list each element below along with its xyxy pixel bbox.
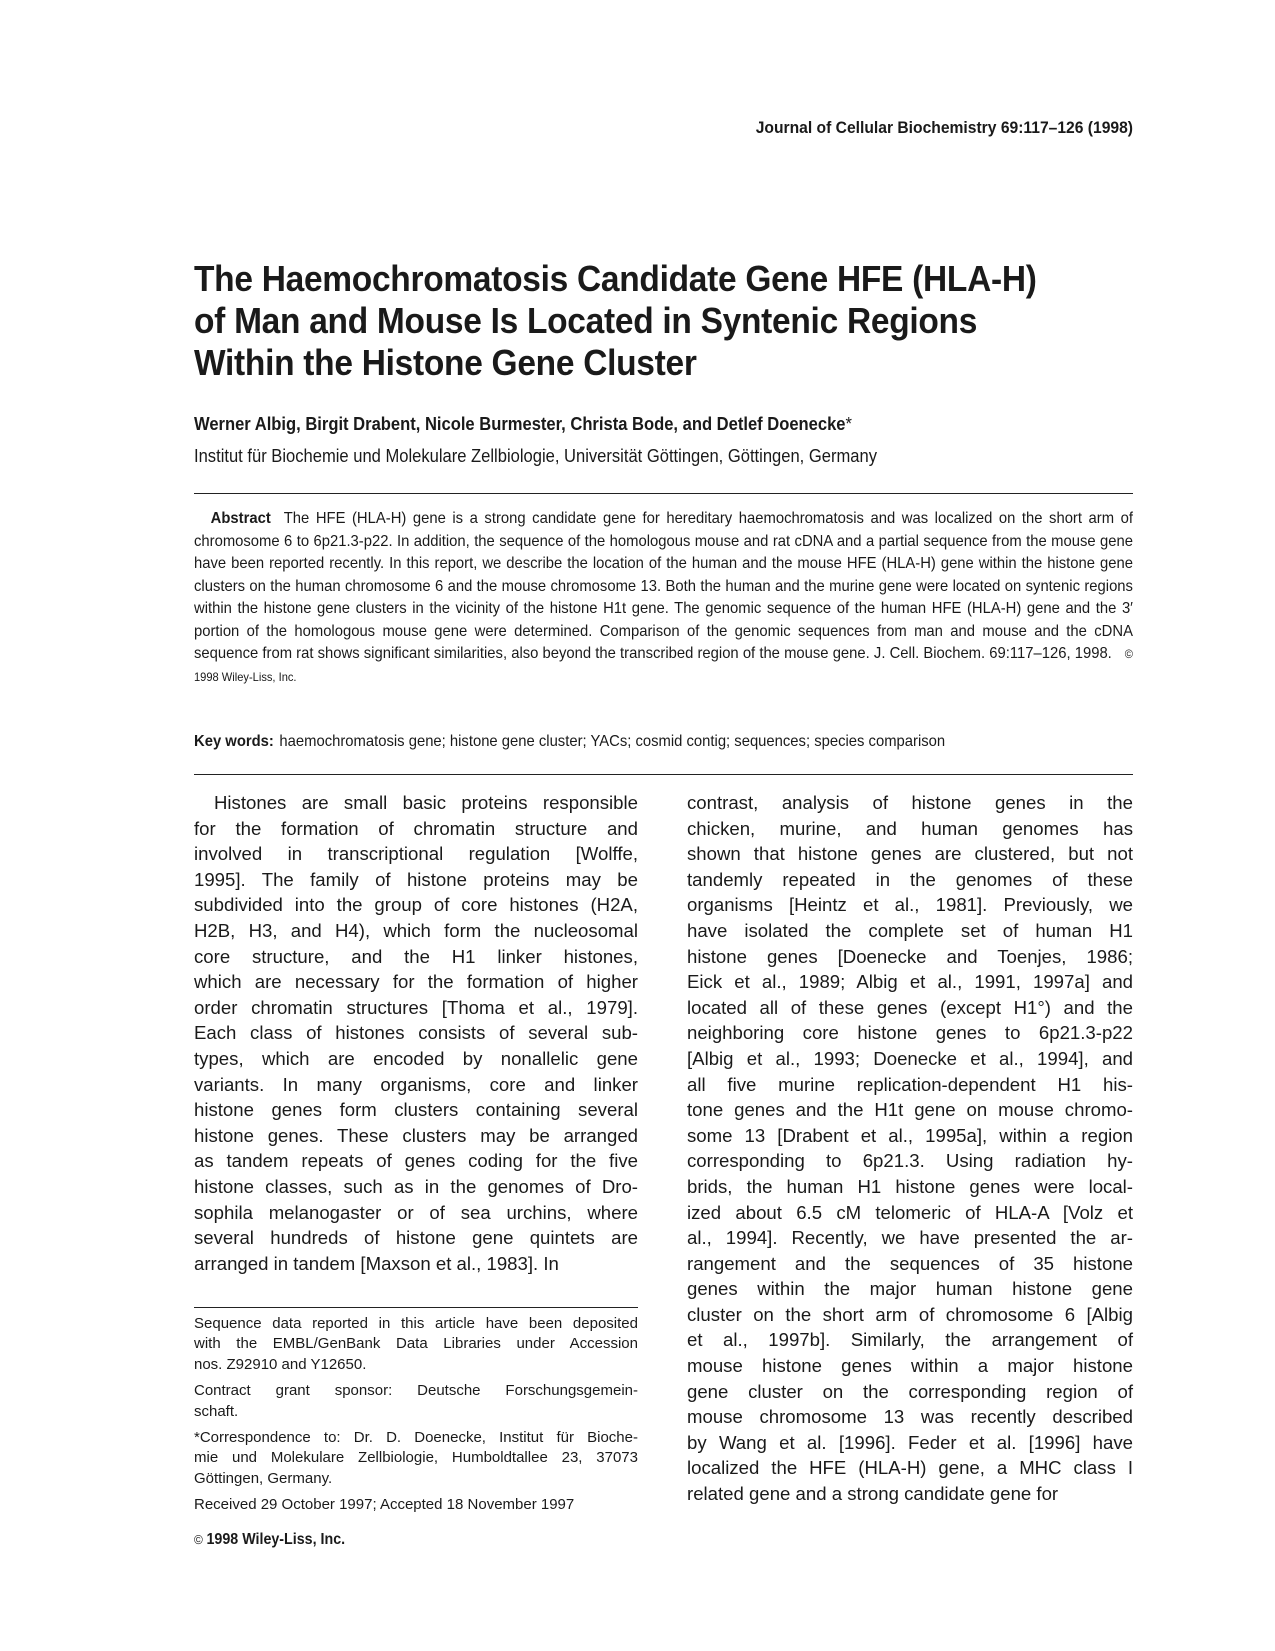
body-text-line: tandemly repeated in the genomes of these — [687, 868, 1133, 890]
footnote-line: mie und Molekulare Zellbiologie, Humboldtallee 23, 37073 — [194, 1449, 638, 1467]
body-text-line: for the formation of chromatin structure and — [194, 817, 638, 839]
body-text-line: all five murine replication-dependent H1 his- — [687, 1073, 1133, 1095]
body-text-line: 1995]. The family of histone proteins may be — [194, 868, 638, 890]
body-text-line: Histones are small basic proteins responsible — [214, 792, 638, 813]
footnote-received — [194, 1495, 638, 1515]
title-line: The Haemochromatosis Candidate Gene HFE (HLA-H) — [194, 258, 1037, 299]
body-text-line: histone genes form clusters containing several — [194, 1099, 638, 1121]
body-text-line: Eick et al., 1989; Albig et al., 1991, 1997a] and — [687, 971, 1133, 993]
title-line: Within the Histone Gene Cluster — [194, 342, 697, 383]
body-text-line: involved in transcriptional regulation [Wolffe, — [194, 843, 638, 865]
body-text-line: mouse chromosome 13 was recently described — [687, 1406, 1133, 1428]
divider-bottom — [194, 774, 1133, 775]
body-text-line: have isolated the complete set of human H1 — [687, 919, 1133, 941]
keywords — [194, 733, 1133, 751]
publisher-name: 1998 Wiley-Liss, Inc. — [206, 1531, 346, 1548]
footnote-line: Göttingen, Germany. — [194, 1469, 333, 1487]
body-text-line: tone genes and the H1t gene on mouse chromo- — [687, 1099, 1133, 1121]
footnote-line: schaft. — [194, 1402, 239, 1420]
footnote-sequence-data — [194, 1314, 638, 1375]
received-dates: Received 29 October 1997; Accepted 18 November 1997 — [194, 1496, 575, 1514]
keywords-label: Key words: — [194, 733, 274, 750]
keywords-text: haemochromatosis gene; histone gene cluster; YACs; cosmid contig; sequences; species comparison — [279, 733, 946, 750]
body-text-line: Each class of histones consists of several sub- — [194, 1022, 638, 1044]
body-column-right — [687, 790, 1133, 1507]
footnote-line: *Correspondence to: Dr. D. Doenecke, Institut für Bioche- — [194, 1429, 638, 1447]
affiliation: Institut für Biochemie und Molekulare Zellbiologie, Universität Göttingen, Göttingen, Germany — [194, 446, 877, 466]
body-text-line: organisms [Heintz et al., 1981]. Previously, we — [687, 894, 1133, 916]
body-text-line: several hundreds of histone gene quintets are — [194, 1227, 638, 1249]
body-text-line: sophila melanogaster or of sea urchins, where — [194, 1201, 638, 1223]
body-text-line: by Wang et al. [1996]. Feder et al. [1996] have — [687, 1431, 1133, 1453]
footnote-line: with the EMBL/GenBank Data Libraries under Accession — [194, 1335, 638, 1353]
footnotes — [194, 1314, 638, 1522]
body-text-line: subdivided into the group of core histones (H2A, — [194, 894, 638, 916]
body-text-line: [Albig et al., 1993; Doenecke et al., 1994], and — [687, 1047, 1133, 1069]
body-text-line: ized about 6.5 cM telomeric of HLA-A [Volz et — [687, 1201, 1133, 1223]
footnote-correspondence — [194, 1428, 638, 1489]
abstract-text: The HFE (HLA-H) gene is a strong candidate gene for hereditary haemochromatosis and was localized on the short arm of chromosome 6 to 6p21.3-p22. In addition, the sequence of the homologous mouse and rat cDNA and a partial sequence from the mouse gene have been reported recently. In this report, we describe the location of the human and the mouse HFE (HLA-H) gene within the histone gene clusters on the human chromosome 6 and the mouse chromosome 13. Both the human and the murine gene were located on syntenic regions within the histone gene clusters in the vicinity of the histone H1t gene. The genomic sequence of the human HFE (HLA-H) gene and the 3′ portion of the homologous mouse gene were determined. Comparison of the genomic sequences from man and mouse and the cDNA sequence from rat shows significant similarities, also beyond the transcribed region of the mouse gene. J. Cell. Biochem. 69:117–126, 1998. — [194, 510, 1133, 662]
article-title — [194, 258, 1115, 384]
title-line: of Man and Mouse Is Located in Syntenic Regions — [194, 300, 978, 341]
publisher-footer — [194, 1531, 345, 1549]
body-text-line: core structure, and the H1 linker histones, — [194, 945, 638, 967]
body-text-line: genes within the major human histone gene — [687, 1278, 1133, 1300]
body-text-line: some 13 [Drabent et al., 1995a], within a region — [687, 1124, 1133, 1146]
journal-citation: Journal of Cellular Biochemistry 69:117–126 (1998) — [755, 118, 1133, 137]
body-text-line: gene cluster on the corresponding region of — [687, 1380, 1133, 1402]
correspondence-mark: * — [845, 414, 852, 434]
body-column-left — [194, 790, 638, 1276]
body-text-line: variants. In many organisms, core and linker — [194, 1073, 638, 1095]
body-text-line: related gene and a strong candidate gene for — [687, 1483, 1059, 1505]
body-text-line: et al., 1997b]. Similarly, the arrangement of — [687, 1329, 1133, 1351]
footnote-line: Sequence data reported in this article have been deposited — [194, 1315, 638, 1332]
author-list — [194, 414, 1114, 435]
body-text-line: contrast, analysis of histone genes in the — [687, 792, 1133, 813]
body-text-line: corresponding to 6p21.3. Using radiation hy- — [687, 1150, 1133, 1172]
body-text-line: which are necessary for the formation of higher — [194, 971, 638, 993]
body-text-line: mouse histone genes within a major histone — [687, 1355, 1133, 1377]
body-text-line: order chromatin structures [Thoma et al., 1979]. — [194, 996, 638, 1018]
body-text-line: brids, the human H1 histone genes were local- — [687, 1175, 1133, 1197]
author-names: Werner Albig, Birgit Drabent, Nicole Burmester, Christa Bode, and Detlef Doenecke — [194, 414, 846, 434]
body-text-line: cluster on the short arm of chromosome 6 [Albig — [687, 1303, 1133, 1325]
abstract — [194, 508, 1133, 688]
body-text-line: as tandem repeats of genes coding for the five — [194, 1150, 638, 1172]
body-text-line: localized the HFE (HLA-H) gene, a MHC class I — [687, 1457, 1133, 1479]
body-text-line: histone classes, such as in the genomes of Dro- — [194, 1175, 638, 1197]
body-text-line: al., 1994]. Recently, we have presented the ar- — [687, 1227, 1133, 1249]
body-text-line: shown that histone genes are clustered, but not — [687, 843, 1133, 865]
footnote-grant — [194, 1381, 638, 1422]
body-text-line: arranged in tandem [Maxson et al., 1983]. In — [194, 1252, 559, 1274]
divider-top — [194, 493, 1133, 494]
body-text-line: H2B, H3, and H4), which form the nucleosomal — [194, 919, 638, 941]
body-text-line: neighboring core histone genes to 6p21.3-p22 — [687, 1022, 1133, 1044]
body-text-line: types, which are encoded by nonallelic gene — [194, 1047, 638, 1069]
body-text-line: chicken, murine, and human genomes has — [687, 817, 1133, 839]
body-text-line: histone genes [Doenecke and Toenjes, 1986; — [687, 945, 1133, 967]
body-text-line: located all of these genes (except H1°) and the — [687, 996, 1133, 1018]
body-text-line: rangement and the sequences of 35 histone — [687, 1252, 1133, 1274]
footnote-line: Contract grant sponsor: Deutsche Forschungsgemein- — [194, 1382, 638, 1400]
abstract-copyright: © 1998 Wiley-Liss, Inc. — [194, 647, 1133, 684]
footnote-divider — [194, 1307, 638, 1308]
body-text-line: histone genes. These clusters may be arranged — [194, 1124, 638, 1146]
footnote-line: nos. Z92910 and Y12650. — [194, 1355, 367, 1373]
copyright-symbol: © — [194, 1532, 203, 1547]
abstract-label: Abstract — [210, 510, 271, 527]
